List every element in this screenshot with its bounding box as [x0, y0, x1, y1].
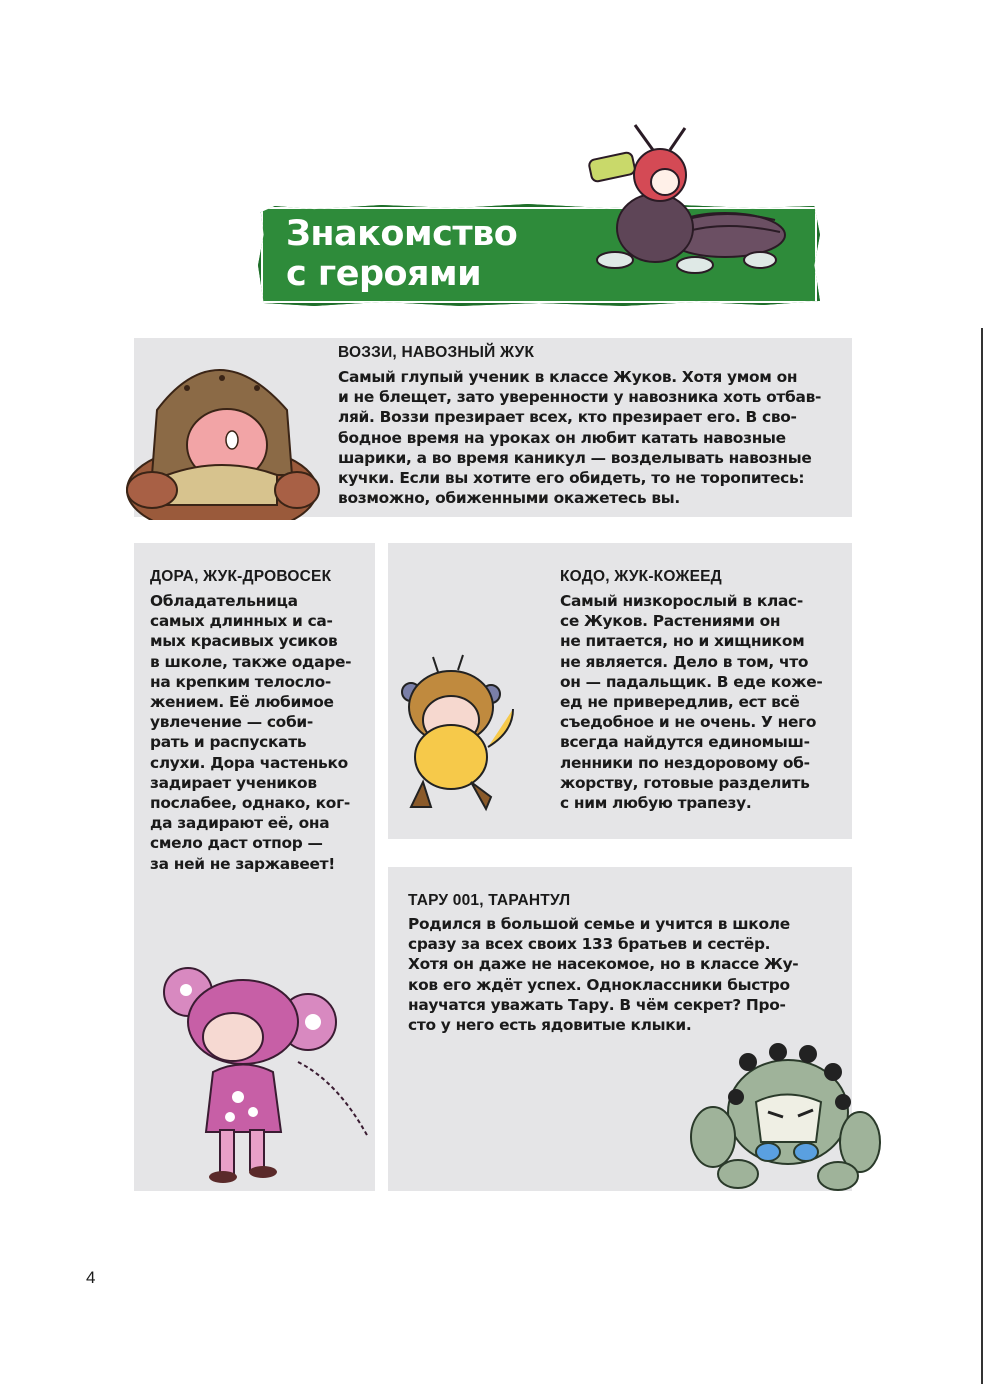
text-line: не является. Дело в том, что — [560, 652, 809, 671]
text-line: и не блещет, зато уверенности у навозника хоть отбав- — [338, 388, 822, 407]
text-line: смело даст отпор — — [150, 834, 323, 853]
text-line: Хотя он даже не насекомое, но в классе Жу- — [408, 955, 799, 974]
text-line: Родился в большой семье и учится в школе — [408, 915, 790, 933]
beetle-megaphone-illustration — [575, 120, 815, 280]
text-line: мых красивых усиков — [150, 632, 338, 651]
character-name-dora: ДОРА, ЖУК-ДРОВОСЕК — [150, 568, 332, 585]
text-line: ленники по нездоровому об- — [560, 753, 810, 772]
text-line: кучки. Если вы хотите его обидеть, то не торопитесь: — [338, 469, 805, 488]
text-line: сто у него есть ядовитые клыки. — [408, 1016, 692, 1035]
page-title-line-1: Знакомство — [286, 214, 518, 254]
character-name-vozzi: ВОЗЗИ, НАВОЗНЫЙ ЖУК — [338, 344, 535, 361]
character-description-dora — [150, 591, 370, 874]
page-title-line-2: с героями — [286, 254, 482, 294]
tarantula-illustration — [688, 1042, 883, 1192]
character-description-kodo — [560, 591, 848, 813]
text-line: рать и распускать — [150, 733, 307, 752]
text-line: сразу за всех своих 133 братьев и сестёр. — [408, 935, 771, 954]
text-line: Обладательница — [150, 592, 298, 610]
text-line: жорству, готовые разделить — [560, 773, 810, 792]
dung-beetle-illustration — [112, 340, 322, 520]
text-line: самых длинных и са- — [150, 612, 333, 631]
text-line: ед не привередлив, ест всё — [560, 693, 800, 712]
text-line: возможно, обиженными окажетесь вы. — [338, 489, 680, 508]
text-line: с ним любую трапезу. — [560, 794, 752, 813]
text-line: он — падальщик. В еде коже- — [560, 672, 823, 691]
text-line: на крепким телосло- — [150, 672, 331, 691]
text-line: бодное время на уроках он любит катать навозные — [338, 428, 786, 447]
text-line: увлечение — соби- — [150, 713, 313, 732]
text-line: научатся уважать Тару. В чём секрет? Про- — [408, 995, 786, 1014]
text-line: да задирают её, она — [150, 814, 330, 833]
page-edge-line — [981, 328, 983, 1384]
text-line: задирает учеников — [150, 773, 317, 792]
text-line: не питается, но и хищником — [560, 632, 805, 651]
text-line: жением. Её любимое — [150, 693, 334, 712]
page-number: 4 — [86, 1268, 96, 1287]
text-line: съедобное и не очень. У него — [560, 713, 817, 732]
text-line: в школе, также одаре- — [150, 652, 352, 671]
text-line: слухи. Дора частенько — [150, 753, 348, 772]
page-title — [286, 214, 546, 294]
character-description-taru — [408, 914, 848, 1035]
text-line: за ней не заржавеет! — [150, 854, 335, 873]
text-line: ков его ждёт успех. Одноклассники быстро — [408, 975, 790, 994]
text-line: всегда найдутся единомыш- — [560, 733, 810, 752]
text-line: послабее, однако, ког- — [150, 794, 350, 813]
character-description-vozzi — [338, 367, 844, 508]
text-line: ляй. Воззи презирает всех, кто презирает его. В сво- — [338, 408, 797, 427]
hide-beetle-illustration — [393, 652, 528, 817]
character-name-taru: ТАРУ 001, ТАРАНТУЛ — [408, 892, 571, 909]
text-line: Самый низкорослый в клас- — [560, 592, 803, 610]
text-line: Самый глупый ученик в классе Жуков. Хотя умом он — [338, 368, 798, 386]
character-name-kodo: КОДО, ЖУК-КОЖЕЕД — [560, 568, 722, 585]
text-line: шарики, а во время каникул — возделывать навозные — [338, 448, 812, 467]
text-line: се Жуков. Растениями он — [560, 612, 781, 631]
longhorn-beetle-illustration — [158, 962, 373, 1187]
